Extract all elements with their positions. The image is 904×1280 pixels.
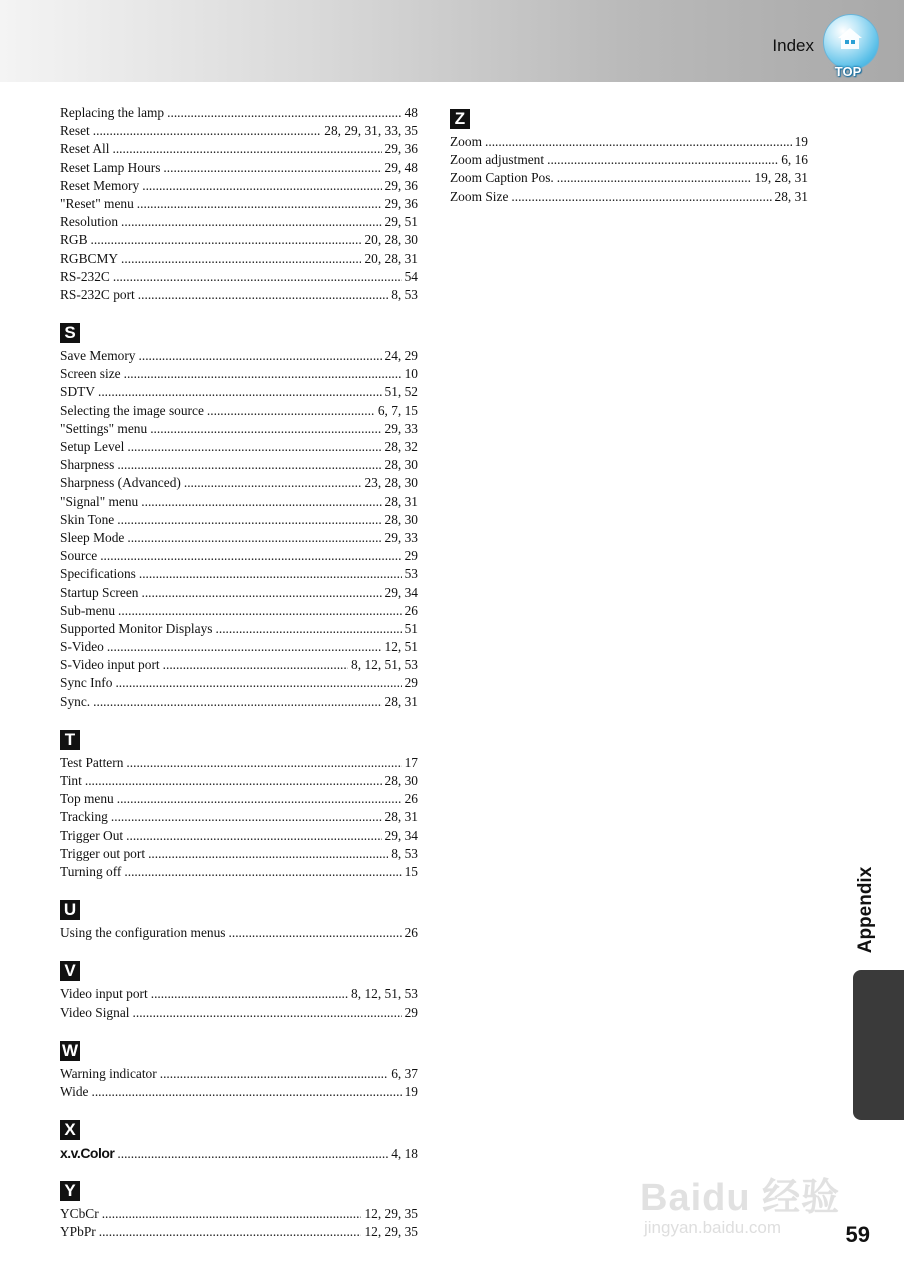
entry-leader-dots xyxy=(85,772,382,790)
entry-leader-dots xyxy=(142,177,381,195)
entry-term: Zoom adjustment xyxy=(450,152,545,168)
index-entry[interactable] xyxy=(60,104,418,122)
entry-pages: 28, 31 xyxy=(384,493,418,509)
index-entry[interactable] xyxy=(60,620,418,638)
index-column-right xyxy=(450,109,808,225)
entry-term: Zoom xyxy=(450,134,482,149)
entry-leader-dots xyxy=(117,790,402,808)
index-entry[interactable] xyxy=(60,250,418,268)
entry-pages: 29, 36 xyxy=(384,141,418,157)
entry-term: Wide xyxy=(60,1083,89,1099)
entry-pages: 28, 30 xyxy=(384,773,418,788)
entry-leader-dots xyxy=(485,133,792,151)
index-entry[interactable] xyxy=(60,638,418,656)
entry-pages: 19, 28, 31 xyxy=(754,170,808,186)
entry-term: Zoom Caption Pos. xyxy=(450,170,554,186)
entry-term: Supported Monitor Displays xyxy=(60,620,213,636)
entry-term: Sharpness (Advanced) xyxy=(60,475,181,491)
entry-term: "Signal" menu xyxy=(60,493,139,509)
index-entry[interactable] xyxy=(60,674,418,692)
entry-term: RGBCMY xyxy=(60,250,119,266)
entry-leader-dots xyxy=(141,584,381,602)
entry-pages: 29, 48 xyxy=(384,159,418,175)
entry-term: Save Memory xyxy=(60,348,136,364)
entry-term: Sync. xyxy=(60,693,91,709)
index-section xyxy=(60,104,418,304)
index-entry[interactable] xyxy=(60,1083,418,1101)
index-entry[interactable] xyxy=(60,790,418,808)
entry-leader-dots xyxy=(100,547,401,565)
index-entry[interactable] xyxy=(450,169,808,187)
entry-pages: 6, 16 xyxy=(781,152,808,168)
entry-leader-dots xyxy=(163,656,348,674)
entry-leader-dots xyxy=(111,808,382,826)
entry-pages: 19 xyxy=(404,1083,418,1099)
entry-leader-dots xyxy=(93,693,381,711)
entry-term: YCbCr xyxy=(60,1206,99,1222)
entry-term: SDTV xyxy=(60,384,95,400)
home-icon xyxy=(837,27,863,51)
entry-term: Video Signal xyxy=(60,1004,130,1020)
entry-pages: 24, 29 xyxy=(384,348,418,364)
index-entry[interactable] xyxy=(60,140,418,158)
entry-pages: 28, 30 xyxy=(384,457,418,473)
entry-leader-dots xyxy=(107,638,382,656)
entry-term: Using the configuration menus xyxy=(60,925,226,941)
entry-leader-dots xyxy=(126,754,401,772)
section-letter: X xyxy=(60,1120,80,1140)
entry-pages: 10 xyxy=(404,366,418,382)
index-section xyxy=(60,900,418,942)
entry-pages: 29 xyxy=(404,675,418,691)
entry-pages: 8, 12, 51, 53 xyxy=(351,657,418,673)
entry-leader-dots xyxy=(547,151,778,169)
index-entry[interactable] xyxy=(450,151,808,169)
entry-term: Warning indicator xyxy=(60,1065,157,1081)
section-letter: T xyxy=(60,730,80,750)
entry-term: Specifications xyxy=(60,566,136,582)
entry-pages: 12, 51 xyxy=(384,639,418,655)
entry-term: Reset Lamp Hours xyxy=(60,159,161,175)
section-letter: Y xyxy=(60,1181,80,1201)
index-entry[interactable] xyxy=(60,402,418,420)
entry-leader-dots xyxy=(121,213,381,231)
entry-leader-dots xyxy=(124,365,402,383)
entry-term: Trigger out port xyxy=(60,845,146,861)
entry-leader-dots xyxy=(139,565,402,583)
entry-term: Video input port xyxy=(60,986,148,1002)
entry-leader-dots xyxy=(98,383,382,401)
index-section xyxy=(450,109,808,206)
entry-leader-dots xyxy=(167,104,401,122)
entry-term: Setup Level xyxy=(60,439,125,454)
section-letter: V xyxy=(60,961,80,981)
index-entry[interactable] xyxy=(60,365,418,383)
index-entry[interactable] xyxy=(60,529,418,547)
entry-pages: 26 xyxy=(404,602,418,618)
entry-leader-dots xyxy=(150,420,381,438)
entry-leader-dots xyxy=(117,511,381,529)
index-entry[interactable] xyxy=(60,177,418,195)
entry-term: Zoom Size xyxy=(450,188,509,204)
entry-term: "Settings" menu xyxy=(60,420,148,436)
entry-leader-dots xyxy=(133,1004,402,1022)
index-entry[interactable] xyxy=(60,195,418,213)
entry-leader-dots xyxy=(127,438,381,456)
entry-term: Trigger Out xyxy=(60,827,124,843)
entry-term: Sync Info xyxy=(60,675,113,691)
entry-pages: 8, 12, 51, 53 xyxy=(351,986,418,1002)
index-entry[interactable] xyxy=(60,547,418,565)
entry-term: Sleep Mode xyxy=(60,529,125,545)
entry-term: Tint xyxy=(60,773,82,788)
index-section xyxy=(60,323,418,711)
entry-pages: 8, 53 xyxy=(391,286,418,302)
entry-pages: 28, 32 xyxy=(384,439,418,454)
index-section xyxy=(60,1041,418,1101)
entry-pages: 19 xyxy=(794,134,808,149)
index-entry[interactable] xyxy=(60,1144,418,1162)
index-entry[interactable] xyxy=(60,584,418,602)
entry-leader-dots xyxy=(184,474,362,492)
index-entry[interactable] xyxy=(60,438,418,456)
entry-leader-dots xyxy=(207,402,375,420)
entry-leader-dots xyxy=(137,195,382,213)
entry-pages: 29 xyxy=(404,548,418,564)
watermark xyxy=(640,1148,850,1248)
entry-pages: 54 xyxy=(404,268,418,284)
entry-term: Reset xyxy=(60,123,90,139)
entry-term: RS-232C port xyxy=(60,286,135,302)
entry-leader-dots xyxy=(148,845,388,863)
entry-term: Sharpness xyxy=(60,457,115,473)
entry-leader-dots xyxy=(511,188,771,206)
entry-pages: 12, 29, 35 xyxy=(364,1224,418,1240)
index-section xyxy=(60,1181,418,1241)
entry-pages: 29, 33 xyxy=(384,529,418,545)
entry-term: Skin Tone xyxy=(60,511,115,527)
entry-pages: 28, 30 xyxy=(384,511,418,527)
entry-pages: 15 xyxy=(404,863,418,879)
entry-pages: 48 xyxy=(404,105,418,120)
entry-pages: 29, 34 xyxy=(384,584,418,600)
watermark-sub: jingyan.baidu.com xyxy=(644,1218,782,1237)
page-number: 59 xyxy=(845,1222,870,1247)
entry-pages: 51, 52 xyxy=(384,384,418,400)
entry-term: Selecting the image source xyxy=(60,402,204,418)
index-entry[interactable] xyxy=(60,1004,418,1022)
index-entry[interactable] xyxy=(60,1223,418,1241)
entry-pages: 29, 36 xyxy=(384,195,418,211)
top-button[interactable] xyxy=(817,14,879,79)
entry-leader-dots xyxy=(113,268,402,286)
entry-pages: 6, 7, 15 xyxy=(377,402,418,418)
index-entry[interactable] xyxy=(450,133,808,151)
index-entry[interactable] xyxy=(60,924,418,942)
entry-pages: 29, 36 xyxy=(384,177,418,193)
top-button-label: TOP xyxy=(834,64,862,79)
entry-pages: 8, 53 xyxy=(391,845,418,861)
entry-pages: 29, 51 xyxy=(384,214,418,230)
section-letter: Z xyxy=(450,109,470,129)
entry-term: S-Video input port xyxy=(60,657,160,673)
entry-term: "Reset" menu xyxy=(60,195,134,211)
index-entry[interactable] xyxy=(60,122,418,140)
entry-term: Sub-menu xyxy=(60,602,116,618)
entry-pages: 6, 37 xyxy=(391,1065,418,1081)
entry-term: Reset Memory xyxy=(60,177,140,193)
entry-leader-dots xyxy=(138,286,388,304)
index-entry[interactable] xyxy=(450,188,808,206)
entry-pages: 28, 29, 31, 33, 35 xyxy=(324,123,418,139)
entry-leader-dots xyxy=(117,456,381,474)
appendix-label-text: Appendix xyxy=(855,866,876,954)
index-entry[interactable] xyxy=(60,347,418,365)
index-entry[interactable] xyxy=(60,754,418,772)
entry-pages: 26 xyxy=(404,791,418,807)
index-entry[interactable] xyxy=(60,772,418,790)
section-letter: U xyxy=(60,900,80,920)
index-entry[interactable] xyxy=(60,693,418,711)
entry-leader-dots xyxy=(115,674,401,692)
index-section xyxy=(60,1120,418,1162)
entry-pages: 23, 28, 30 xyxy=(364,475,418,491)
entry-pages: 20, 28, 30 xyxy=(364,232,418,248)
entry-leader-dots xyxy=(91,1083,401,1101)
entry-pages: 28, 31 xyxy=(774,188,808,204)
index-entry[interactable] xyxy=(60,863,418,881)
entry-leader-dots xyxy=(112,140,381,158)
entry-pages: 28, 31 xyxy=(384,809,418,825)
entry-pages: 29, 34 xyxy=(384,827,418,843)
index-column-left xyxy=(60,104,418,1261)
entry-leader-dots xyxy=(139,347,382,365)
entry-term: Resolution xyxy=(60,214,119,230)
entry-leader-dots xyxy=(151,985,348,1003)
entry-pages: 26 xyxy=(404,925,418,941)
index-entry[interactable] xyxy=(60,985,418,1003)
index-entry[interactable] xyxy=(60,159,418,177)
entry-pages: 12, 29, 35 xyxy=(364,1206,418,1222)
entry-term: Startup Screen xyxy=(60,584,139,600)
entry-leader-dots xyxy=(141,493,381,511)
index-entry[interactable] xyxy=(60,420,418,438)
section-letter: S xyxy=(60,323,80,343)
index-entry[interactable] xyxy=(60,1205,418,1223)
header-index-title: Index xyxy=(772,36,814,55)
index-entry[interactable] xyxy=(60,213,418,231)
entry-pages: 29 xyxy=(404,1004,418,1020)
entry-term: RGB xyxy=(60,232,88,248)
entry-term: Replacing the lamp xyxy=(60,105,165,120)
entry-term: Screen size xyxy=(60,366,121,382)
entry-leader-dots xyxy=(160,1065,389,1083)
index-entry[interactable] xyxy=(60,286,418,304)
entry-leader-dots xyxy=(127,529,381,547)
entry-pages: 29, 33 xyxy=(384,420,418,436)
index-entry[interactable] xyxy=(60,456,418,474)
entry-leader-dots xyxy=(118,602,402,620)
entry-term: Tracking xyxy=(60,809,108,825)
entry-term: S-Video xyxy=(60,639,104,655)
entry-leader-dots xyxy=(117,1145,388,1163)
entry-pages: 28, 31 xyxy=(384,693,418,709)
entry-term: YPbPr xyxy=(60,1224,96,1240)
page-header xyxy=(0,0,904,82)
index-entry[interactable] xyxy=(60,268,418,286)
index-section xyxy=(60,961,418,1021)
entry-pages: 17 xyxy=(404,754,418,770)
index-entry[interactable] xyxy=(60,827,418,845)
entry-leader-dots xyxy=(121,250,361,268)
entry-term: x.v.Color xyxy=(60,1145,115,1162)
index-entry[interactable] xyxy=(60,383,418,401)
entry-leader-dots xyxy=(99,1223,362,1241)
index-entry[interactable] xyxy=(60,474,418,492)
entry-term: Source xyxy=(60,548,98,564)
index-entry[interactable] xyxy=(60,231,418,249)
appendix-label xyxy=(846,860,886,960)
watermark-main: Baidu 经验 xyxy=(640,1177,841,1219)
entry-term: Turning off xyxy=(60,863,122,879)
entry-leader-dots xyxy=(102,1205,362,1223)
entry-term: Test Pattern xyxy=(60,754,124,770)
entry-term: Top menu xyxy=(60,791,114,807)
index-entry[interactable] xyxy=(60,511,418,529)
index-entry[interactable] xyxy=(60,656,418,674)
index-entry[interactable] xyxy=(60,808,418,826)
entry-pages: 20, 28, 31 xyxy=(364,250,418,266)
index-section xyxy=(60,730,418,881)
entry-pages: 4, 18 xyxy=(391,1146,418,1162)
entry-leader-dots xyxy=(229,924,402,942)
index-entry[interactable] xyxy=(60,1065,418,1083)
entry-term: Reset All xyxy=(60,141,110,157)
entry-leader-dots xyxy=(126,827,381,845)
index-entry[interactable] xyxy=(60,565,418,583)
entry-leader-dots xyxy=(216,620,402,638)
index-entry[interactable] xyxy=(60,493,418,511)
entry-leader-dots xyxy=(163,159,381,177)
entry-pages: 51 xyxy=(404,620,418,636)
entry-leader-dots xyxy=(557,169,752,187)
appendix-tab[interactable] xyxy=(853,970,904,1120)
index-entry[interactable] xyxy=(60,845,418,863)
index-entry[interactable] xyxy=(60,602,418,620)
entry-leader-dots xyxy=(91,231,362,249)
entry-term: RS-232C xyxy=(60,268,110,284)
section-letter: W xyxy=(61,1040,79,1060)
entry-leader-dots xyxy=(124,863,401,881)
entry-leader-dots xyxy=(93,122,322,140)
entry-pages: 53 xyxy=(404,566,418,582)
